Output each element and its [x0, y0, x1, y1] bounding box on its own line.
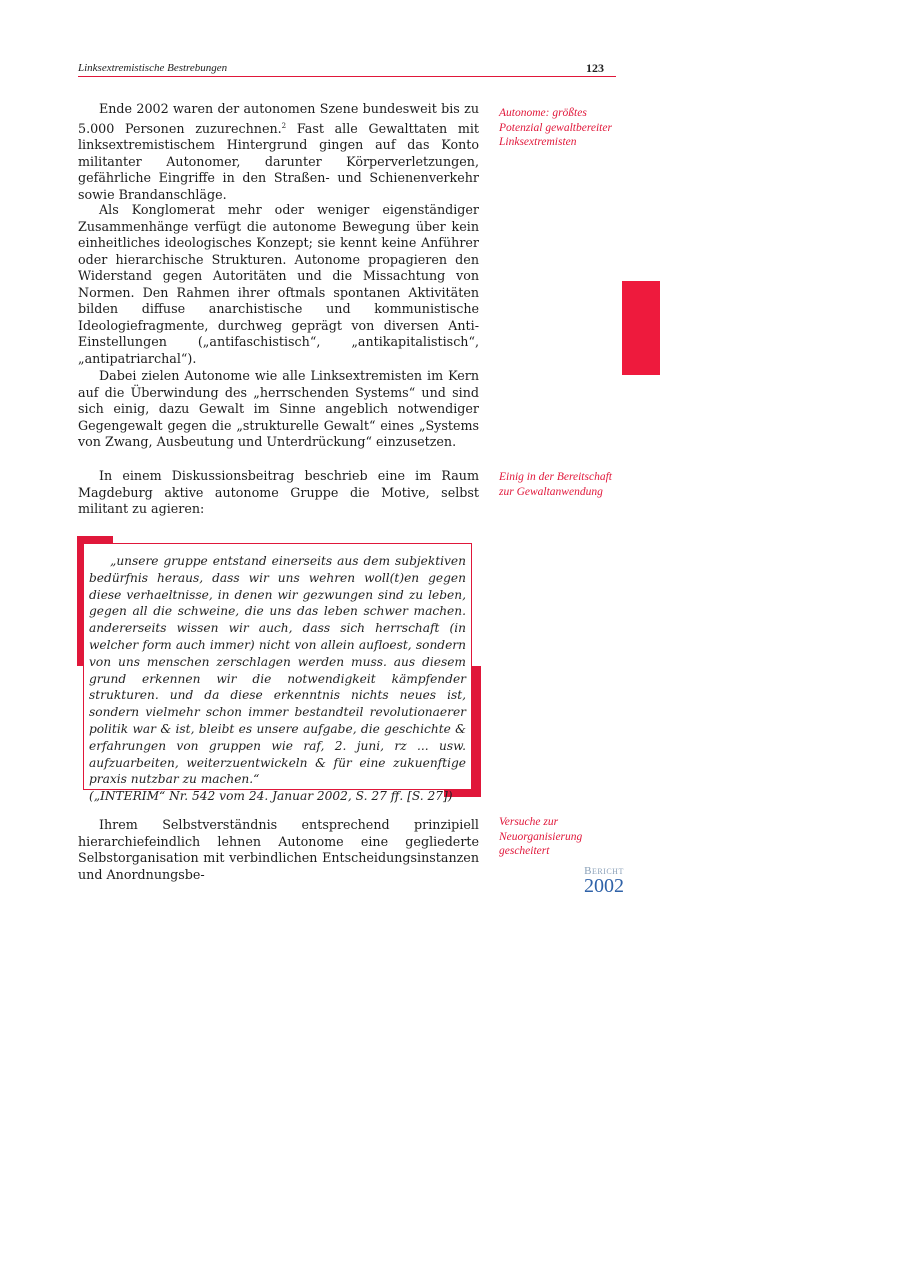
margin-note-1: Autonome: größtes Potenzial gewaltbereiter Linksextremisten — [499, 107, 612, 148]
running-header — [78, 62, 616, 77]
quote-box — [83, 543, 472, 804]
page-number: 123 — [586, 61, 604, 75]
chapter-marker-bar — [622, 281, 660, 375]
paragraph-1-text-a: Ende 2002 waren der autonomen Szene bundesweit bis zu 5.000 Personen zuzurechnen. — [78, 101, 479, 136]
logo-year: 2002 — [584, 875, 624, 897]
quote-text: „unsere gruppe entstand einerseits aus dem subjektiven bedürfnis heraus, dass wir uns wehren woll(t)en gegen diese verhaeltnisse, in denen wir gezwungen sind zu leben, gegen all die schweine, die uns das leben schwer machen. andererseits wissen wir auch, dass sich herrschaft (in welcher form auch immer) nicht von allein aufloest, sondern von uns menschen zerschlagen werden muss. aus diesem grund erkennen wir die notwendigkeit kämpfender strukturen. und da diese erkenntnis nichts neues ist, sondern vielmehr schon immer bestandteil revolutionaerer politik war & ist, bleibt es unsere aufgabe, die geschichte & erfahrungen von gruppen wie raf, 2. juni, rz ... usw. aufzuarbeiten, weiterzuentwickeln & für eine zukuenftige praxis nutzbar zu machen.“ — [89, 554, 466, 787]
running-header-title: Linksextremistische Bestrebungen — [78, 62, 228, 74]
margin-note-3: Versuche zur Neuorganisierung gescheitert — [499, 816, 583, 857]
footnote-marker[interactable]: 2 — [281, 121, 287, 130]
paragraph-1 — [78, 101, 479, 203]
paragraph-4-text: In einem Diskussionsbeitrag beschrieb eine im Raum Magdeburg aktive autonome Gruppe die Motive, selbst militant zu agieren: — [78, 468, 479, 516]
paragraph-5 — [78, 817, 479, 883]
paragraph-2-text: Als Konglomerat mehr oder weniger eigenständiger Zusammenhänge verfügt die autonome Bewegung über kein einheitliches ideologisches Konzept; sie kennt keine Anführer oder hierarchische Strukturen. Autonome propagieren den Widerstand gegen Autoritäten und die Missachtung von Normen. Den Rahmen ihrer oftmals spontanen Aktivitäten bilden diffuse anarchistische und kommunistische Ideologiefragmente, durchweg geprägt von diversen Anti-Einstellungen („antifaschistisch“, „antikapitalistisch“, „antipatriarchal“). — [78, 202, 479, 366]
paragraph-2 — [78, 202, 479, 367]
paragraph-3 — [78, 368, 479, 451]
paragraph-1-text-b: Fast alle Gewalttaten mit linksextremistischem Hintergrund gingen auf das Konto militanter Autonomer, darunter Körperverletzungen, gefährliche Eingriffe in den Straßen- und Schienenverkehr sowie Brandanschläge. — [78, 120, 480, 202]
logo-word: Bericht — [584, 865, 624, 877]
bericht-logo — [578, 866, 630, 895]
paragraph-5-text: Ihrem Selbstverständnis entsprechend prinzipiell hierarchiefeindlich lehnen Autonome eine gegliederte Selbstorganisation mit verbindlichen Entscheidungsinstanzen und Anordnungsbe- — [78, 817, 479, 882]
quote-source: („INTERIM“ Nr. 542 vom 24. Januar 2002, S. 27 ff. [S. 27]) — [89, 789, 453, 804]
paragraph-4 — [78, 468, 479, 518]
paragraph-3-text: Dabei zielen Autonome wie alle Linksextremisten im Kern auf die Überwindung des „herrschenden Systems“ und sind sich einig, dazu Gewalt im Sinne angeblich notwendiger Gegengewalt gegen die „strukturelle Gewalt“ eines „Systems von Zwang, Ausbeutung und Unterdrückung“ einzusetzen. — [78, 368, 479, 449]
margin-note-2: Einig in der Bereitschaft zur Gewaltanwendung — [499, 471, 612, 498]
